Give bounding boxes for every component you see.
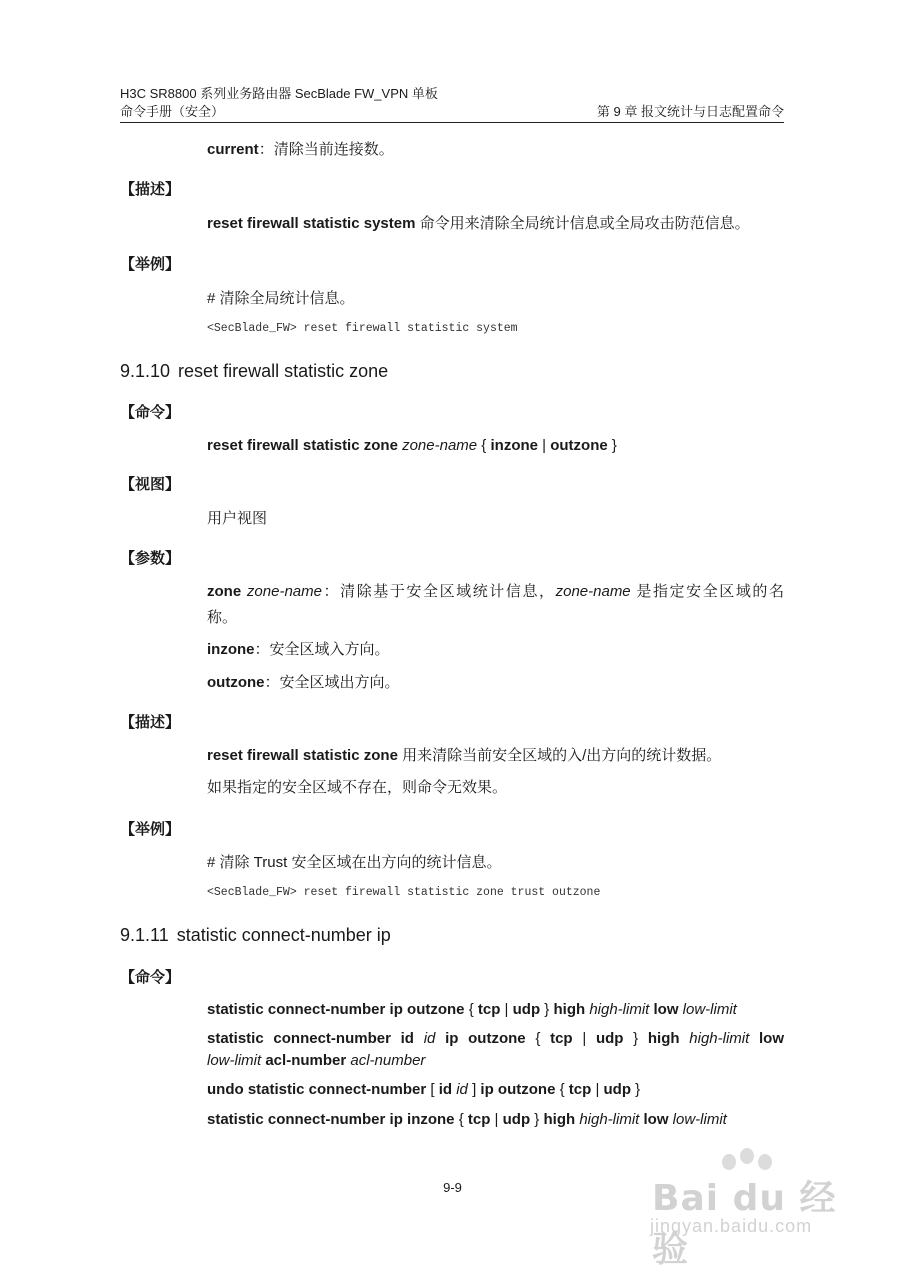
example-text: # 清除 Trust 安全区域在出方向的统计信息。 xyxy=(207,854,502,871)
label-view: 【视图】 xyxy=(120,475,181,493)
command-syntax-2: statistic connect-number id id ip outzone { tcp | udp } high high-limit low xyxy=(207,1030,784,1047)
param-outzone: outzone：安全区域出方向。 xyxy=(207,674,400,691)
paw-icon xyxy=(722,1154,736,1170)
header-title: H3C SR8800 系列业务路由器 SecBlade FW_VPN 单板 xyxy=(120,86,438,101)
section-heading: 9.1.11 statistic connect-number ip xyxy=(120,925,391,945)
header-manual-name: 命令手册（安全） xyxy=(120,104,225,119)
example-text: # 清除全局统计信息。 xyxy=(207,290,355,307)
param-current: current：清除当前连接数。 xyxy=(207,141,394,158)
label-example: 【举例】 xyxy=(120,820,181,838)
description-text: reset firewall statistic zone 用来清除当前安全区域的入/出方向的统计数据。 xyxy=(207,747,722,764)
example-code: <SecBlade_FW> reset firewall statistic system xyxy=(207,322,518,335)
view-text: 用户视图 xyxy=(207,510,268,527)
command-syntax-2-cont: low-limit acl-number acl-number xyxy=(207,1052,426,1069)
watermark xyxy=(630,1142,870,1270)
watermark-url: jingyan.baidu.com xyxy=(650,1216,813,1236)
watermark-logo: Bai du 经验 xyxy=(652,1178,837,1270)
paw-icon xyxy=(740,1148,754,1164)
label-command: 【命令】 xyxy=(120,403,181,421)
label-parameters: 【参数】 xyxy=(120,549,181,567)
header-chapter: 第 9 章 报文统计与日志配置命令 xyxy=(596,104,784,119)
description-text-2: 如果指定的安全区域不存在，则命令无效果。 xyxy=(207,779,508,796)
page-number: 9-9 xyxy=(443,1180,462,1195)
command-syntax-4: statistic connect-number ip inzone { tcp | udp } high high-limit low low-limit xyxy=(207,1111,727,1128)
label-example: 【举例】 xyxy=(120,255,181,273)
label-command: 【命令】 xyxy=(120,968,181,986)
label-description: 【描述】 xyxy=(120,180,181,198)
section-heading: 9.1.10 reset firewall statistic zone xyxy=(120,361,389,381)
param-zone: zone zone-name：清除基于安全区域统计信息，zone-name 是指定安全区域的名 xyxy=(207,583,784,600)
param-inzone: inzone：安全区域入方向。 xyxy=(207,641,390,658)
example-code: <SecBlade_FW> reset firewall statistic zone trust outzone xyxy=(207,886,601,899)
header-rule xyxy=(120,122,784,123)
header-subtitle xyxy=(120,104,784,120)
label-description: 【描述】 xyxy=(120,713,181,731)
param-zone-cont: 称。 xyxy=(207,609,238,626)
command-syntax-3: undo statistic connect-number [ id id ] ip outzone { tcp | udp } xyxy=(207,1081,641,1098)
paw-icon xyxy=(758,1154,772,1170)
command-syntax: reset firewall statistic zone zone-name { inzone | outzone } xyxy=(207,437,617,454)
command-syntax-1: statistic connect-number ip outzone { tcp | udp } high high-limit low low-limit xyxy=(207,1001,737,1018)
description-text: reset firewall statistic system 命令用来清除全局统计信息或全局攻击防范信息。 xyxy=(207,215,750,232)
